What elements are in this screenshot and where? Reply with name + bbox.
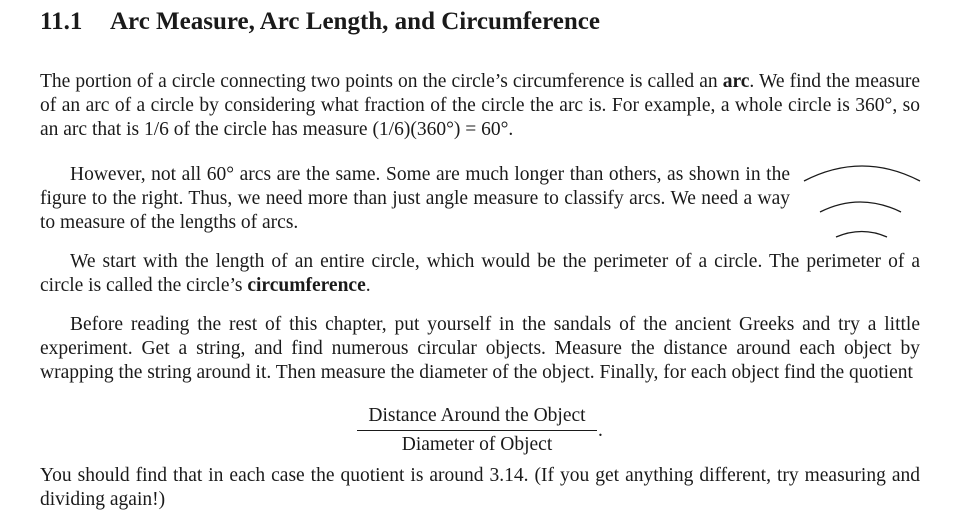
arc-medium <box>820 202 901 212</box>
paragraph-experiment: Before reading the rest of this chapter, put yourself in the sandals of the ancient Greeks and try a little experiment. Get a string, and find numerous circular objects. Measure the distance around each object by wrapping the string around it. Then measure the diameter of the object. Finally, for each object find the quotient <box>40 314 920 383</box>
arcs-figure <box>790 150 930 250</box>
p1-text-end: . We find the measure of an arc of a circle by considering what fraction of the circle the arc is. For example, a whole circle is 360°, so an arc that is 1/6 of the circle has measure (1/6)(360°) = 60°. <box>40 71 920 140</box>
arc-small <box>836 232 887 238</box>
section-number: 11.1 <box>40 8 83 35</box>
fraction-denominator: Diameter of Object <box>401 434 553 455</box>
fraction-period: . <box>598 420 603 441</box>
p1-text-start: The portion of a circle connecting two points on the circle’s circumference is called an <box>40 71 723 92</box>
quotient-fraction <box>357 404 597 457</box>
section-heading <box>40 6 600 38</box>
p3-text-start: We start with the length of an entire circle, which would be the perimeter of a circle. The perimeter of a circle is called the circle’s <box>40 251 920 296</box>
paragraph-arc-lengths: However, not all 60° arcs are the same. Some are much longer than others, as shown in the figure to the right. Thus, we need more than just angle measure to classify arcs. We need a way to measure of the lengths of arcs. <box>40 164 790 233</box>
paragraph-result: You should find that in each case the quotient is around 3.14. (If you get anything different, try measuring and dividing again!) <box>40 465 920 510</box>
p3-text-end: . <box>365 275 371 296</box>
term-circumference: circumference <box>247 275 366 296</box>
paragraph-circumference <box>40 250 920 298</box>
section-title: Arc Measure, Arc Length, and Circumference <box>110 8 600 35</box>
fraction-numerator: Distance Around the Object <box>357 404 597 431</box>
arc-large <box>804 166 920 181</box>
term-arc: arc <box>722 71 750 92</box>
paragraph-arc-definition <box>40 70 920 142</box>
